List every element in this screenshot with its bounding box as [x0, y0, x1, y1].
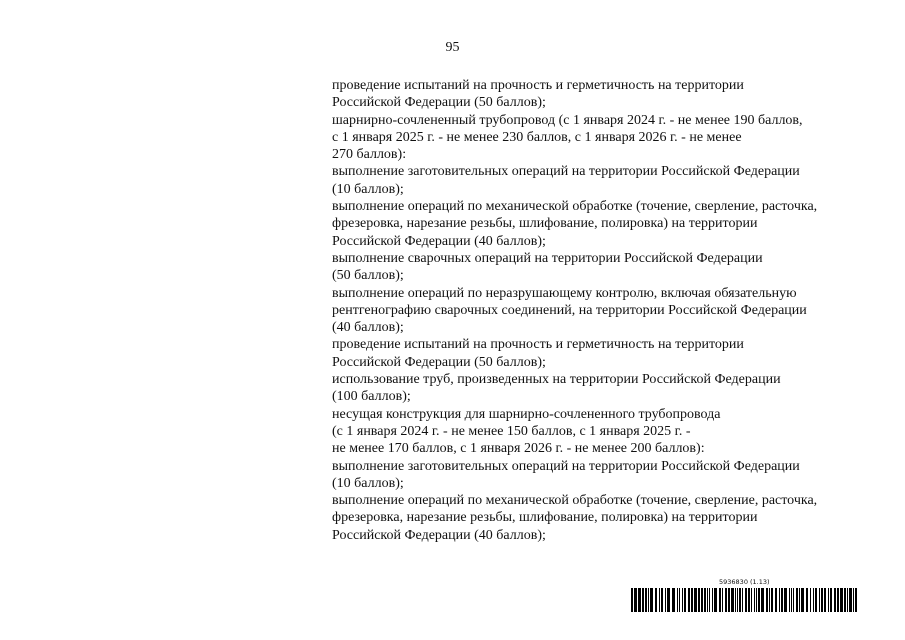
text-line: выполнение заготовительных операций на территории Российской Федерации: [332, 164, 800, 180]
text-line: Российской Федерации (40 баллов);: [332, 233, 546, 249]
text-line: (40 баллов);: [332, 320, 404, 336]
text-line: фрезеровка, нарезание резьбы, шлифование, полировка) на территории: [332, 216, 758, 232]
barcode-icon: [631, 588, 857, 612]
document-body: [332, 77, 872, 544]
barcode-caption: 5936830 (1.13): [719, 578, 770, 586]
text-line: выполнение сварочных операций на территории Российской Федерации: [332, 250, 763, 266]
text-line: выполнение заготовительных операций на территории Российской Федерации: [332, 458, 800, 474]
text-line: фрезеровка, нарезание резьбы, шлифование, полировка) на территории: [332, 510, 758, 526]
page-number: 95: [445, 40, 460, 55]
text-line: несущая конструкция для шарнирно-сочлененного трубопровода: [332, 406, 721, 422]
text-line: (с 1 января 2024 г. - не менее 150 баллов, с 1 января 2025 г. -: [332, 423, 691, 439]
text-line: выполнение операций по неразрушающему контролю, включая обязательную: [332, 285, 797, 301]
text-line: выполнение операций по механической обработке (точение, сверление, расточка,: [332, 199, 818, 215]
text-line: (50 баллов);: [332, 268, 404, 284]
text-line: (100 баллов);: [332, 389, 411, 405]
text-line: выполнение операций по механической обработке (точение, сверление, расточка,: [332, 493, 818, 509]
text-line: Российской Федерации (50 баллов);: [332, 95, 546, 111]
text-line: проведение испытаний на прочность и герметичность на территории: [332, 337, 744, 353]
barcode: [631, 578, 857, 614]
text-line: Российской Федерации (50 баллов);: [332, 354, 546, 370]
text-line: не менее 170 баллов, с 1 января 2026 г. - не менее 200 баллов):: [332, 441, 705, 457]
text-line: 270 баллов):: [332, 147, 407, 163]
text-line: с 1 января 2025 г. - не менее 230 баллов, с 1 января 2026 г. - не менее: [332, 129, 742, 145]
text-line: использование труб, произведенных на территории Российской Федерации: [332, 372, 781, 388]
text-line: (10 баллов);: [332, 475, 404, 491]
text-line: Российской Федерации (40 баллов);: [332, 527, 546, 543]
text-line: шарнирно-сочлененный трубопровод (с 1 января 2024 г. - не менее 190 баллов,: [332, 112, 803, 128]
text-line: проведение испытаний на прочность и герметичность на территории: [332, 78, 744, 93]
text-line: (10 баллов);: [332, 181, 404, 197]
text-line: рентгенографию сварочных соединений, на территории Российской Федерации: [332, 302, 807, 318]
